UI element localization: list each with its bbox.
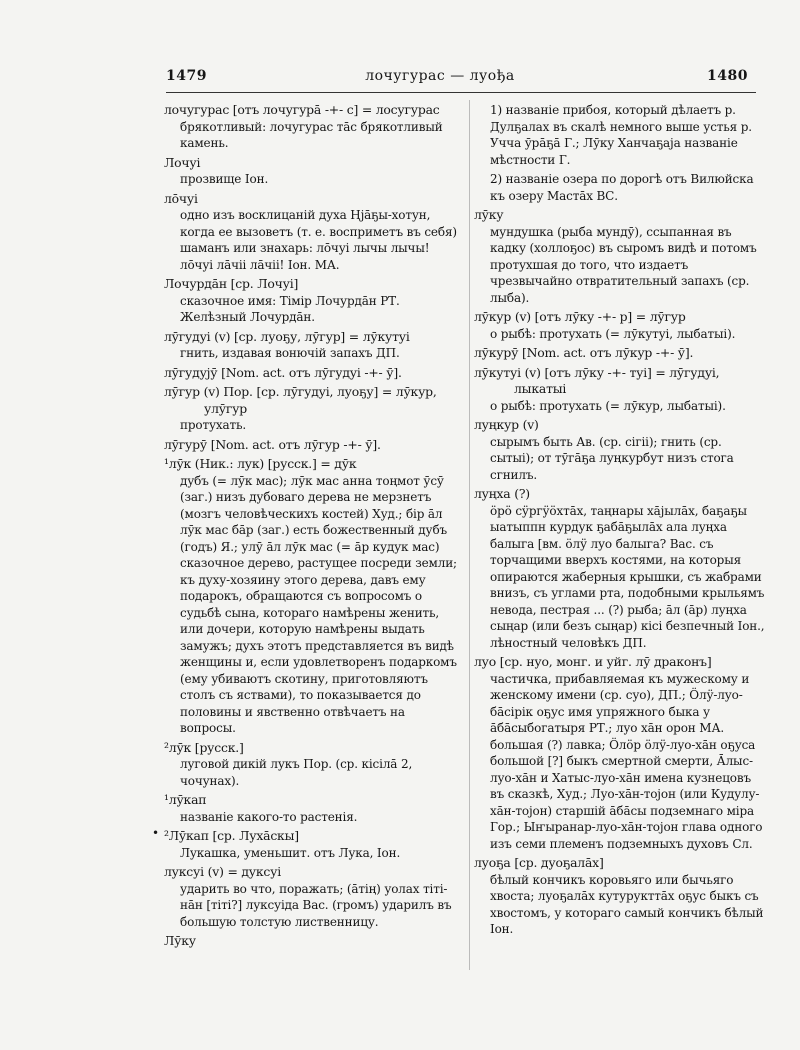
entry-lugur xyxy=(164,384,464,434)
entry-luguru xyxy=(164,437,464,454)
entry-headword: луңха (?) xyxy=(474,486,530,501)
entry-lukap-2 xyxy=(164,828,464,861)
entry-headword: Лочурда̄н [ср. Лочуі] xyxy=(164,276,299,291)
entry-headword: лӯкутуі (v) [отъ лӯку -+- туі] = лӯгудуі, лыкатыі xyxy=(474,364,720,396)
header-rule xyxy=(166,92,756,93)
entry-definition: о рыбѣ: протухать (= лӯкутуі, лыбатыі). xyxy=(490,326,736,341)
entry-lochui xyxy=(164,191,464,274)
entry-headword: луңкур (v) xyxy=(474,417,539,432)
entry-lukuru xyxy=(474,345,766,362)
entry-lugudui xyxy=(164,329,464,362)
entry-headword: лōчуі xyxy=(164,190,198,206)
entry-definition: Лукашка, уменьшит. отъ Лука, Іон. xyxy=(180,845,401,860)
entry-headword: лӯкурӯ [Nom. act. отъ лӯкур -+- ӯ]. xyxy=(474,345,694,360)
entry-lunkha xyxy=(474,486,766,651)
entry-headword: лӯгурӯ [Nom. act. отъ лӯгур -+- ӯ]. xyxy=(164,436,381,452)
entry-headword: лочугурас [отъ лочугура̄ -+- с] = лосугурас xyxy=(164,102,440,117)
entry-definition: ӧрӧ сӱргӱӧхта̄х, таңнары ха̄јыла̄х, баҕаҕы ыатыппн курдук ҕаба̄ҕыла̄х ала луңха балыга [вм. ӧлӱ луо балыга? Вас. съ торчащими вверхъ костями, на которыя опираются жаберныя крышки, съ жабрами внизъ, съ углами рта, подобными крыльямъ невода, пестрая ... (?) рыба; а̄л (а̄р) луңха сыңар (или безъ сыңар) кісі безпечный Іон., лѣностный человѣкъ ДП. xyxy=(490,503,765,650)
entry-headword: ¹лӯкап xyxy=(164,792,207,807)
page-number-left: 1479 xyxy=(166,68,207,84)
entry-lochugurас xyxy=(164,102,464,152)
entry-luku-place xyxy=(164,933,464,950)
entry-headword: Лӯку xyxy=(164,933,196,948)
entry-lunkur xyxy=(474,417,766,483)
entry-lukutui xyxy=(474,365,766,415)
entry-headword: ²лӯк [русск.] xyxy=(164,739,244,755)
entry-luoga xyxy=(474,855,766,938)
entry-lochui-name xyxy=(164,155,464,188)
entry-definition: протухать. xyxy=(180,418,247,432)
entry-lochurdan xyxy=(164,276,464,326)
page-number-right: 1480 xyxy=(707,68,748,84)
entry-definition: названіе какого-то растенія. xyxy=(180,809,358,824)
right-column xyxy=(474,102,766,941)
entry-headword: лӯкур (v) [отъ лӯку -+- р] = лӯгур xyxy=(474,309,686,324)
margin-mark: • xyxy=(152,826,160,840)
entry-lukur xyxy=(474,309,766,342)
running-head: лочугурас — луођа xyxy=(365,68,515,84)
entry-headword: луксуі (v) = дуксуі xyxy=(164,864,282,879)
entry-headword: ²Лӯкап [ср. Луха̄скы] xyxy=(164,828,299,843)
entry-luk-2 xyxy=(164,740,464,790)
entry-definition: одно изъ восклицаній духа Ңја̄ҕы-хотун, когда ее вызоветъ (т. е. восприметъ въ себя) шаманъ или знахарь: лōчуі лычы лычы! лōчуі ла̄чіі ла̄чіі! Іон. МА. xyxy=(180,208,457,272)
column-divider xyxy=(469,100,470,970)
entry-luku xyxy=(474,207,766,306)
entry-definition: сырымъ быть Ав. (ср. сігіі); гнить (ср. сытыі); от тӯга̄ҕа луңкурбут низъ стога сгнилъ. xyxy=(490,434,734,482)
entry-definition: 2) названіе озера по дорогѣ отъ Вилюйска къ озеру Маста̄х ВС. xyxy=(490,172,754,203)
entry-headword: луоҕа [ср. дуоҕала̄х] xyxy=(474,855,604,870)
entry-definition: дубъ (= лӯк мас); лӯк мас анна тоңмот ӯсӯ (заг.) низъ дубоваго дерева не мерзнетъ (мозгъ человѣческихъ костей) Худ.; бір а̄л лӯк мас ба̄р (заг.) есть божественный дубъ (годъ) Я.; улӯ а̄л лӯк мас (= а̄р кудук мас) сказочное дерево, растущее посреди земли; къ духу-хозяину этого дерева, давъ ему подарокъ, обращаются съ вопросомъ о судьбѣ сына, котораго намѣрены женить, или дочери, которую намѣрены выдать замужъ; духъ этотъ представляется въ видѣ женщины и, если удовлетворенъ подаркомъ (ему убиваютъ скотину, приготовляютъ столъ съ яствами), то показывается до половины и явственно отвѣчаетъ на вопросы. xyxy=(180,473,457,735)
left-column xyxy=(164,102,464,953)
entry-definition: ударить во что, поражать; (а̄тің) уолах тіті- на̄н [тіті?] луксуіда Вас. (громъ) ударилъ въ большую толстую лиственницу. xyxy=(180,881,452,929)
entry-definition: 1) названіе прибоя, который дѣлаетъ р. Дулҕалах въ скалѣ немного выше устья р. Учча ӯра̄ҕа̄ Г.; Лӯку Ханчаҕајa названіе мѣстности Г. xyxy=(490,103,752,167)
entry-luk-1 xyxy=(164,456,464,737)
entry-luguduyu xyxy=(164,365,464,382)
entry-luo xyxy=(474,654,766,852)
entry-lukap-1 xyxy=(164,792,464,825)
entry-headword: лӯгур (v) Пор. [ср. лӯгудуі, луоҕу] = лӯкур, улӯгур xyxy=(164,384,437,416)
entry-definition: гнить, издавая вонючій запахъ ДП. xyxy=(180,346,400,360)
entry-headword: луо [ср. нуо, монг. и уйг. лӯ драконъ] xyxy=(474,654,712,669)
entry-definition: о рыбѣ: протухать (= лӯкур, лыбатыі). xyxy=(490,398,726,413)
entry-definition: сказочное имя: Тімір Лочурда̄н РТ. Желѣзный Лочурда̄н. xyxy=(180,293,400,324)
entry-luksui xyxy=(164,864,464,930)
entry-definition: прозвище Іон. xyxy=(180,172,269,186)
entry-headword: лӯку xyxy=(474,207,504,222)
entry-definition: луговой дикій лукъ Пор. (ср. кісіла̄ 2, чочунах). xyxy=(180,757,413,788)
entry-definition: бѣлый кончикъ коровьяго или бычьяго хвоста; луоҕала̄х кутуруктта̄х оҕус быкъ съ хвостомъ, у котораго самый кончикъ бѣлый Іон. xyxy=(490,872,764,936)
entry-luku-sense-2 xyxy=(474,171,766,204)
entry-headword: Лочуі xyxy=(164,154,201,170)
entry-definition: брякотливый: лочугурас та̄с брякотливый камень. xyxy=(180,119,443,150)
entry-headword: ¹лӯк (Ник.: лук) [русск.] = дӯк xyxy=(164,456,357,471)
entry-luku-sense-1 xyxy=(474,102,766,168)
entry-headword: лӯгудујӯ [Nom. act. отъ лӯгудуі -+- ӯ]. xyxy=(164,364,402,380)
entry-definition: мундушка (рыба мундӯ), ссыпанная въ кадку (холлоҕос) въ сыромъ видѣ и потомъ протухшая до того, что издаетъ чрезвычайно отвратительный запахъ (ср. лыба). xyxy=(490,224,757,305)
entry-headword: лӯгудуі (v) [ср. луоҕу, лӯгур] = лӯкутуі xyxy=(164,328,410,344)
entry-definition: частичка, прибавляемая къ мужескому и женскому имени (ср. суо), ДП.; Ӧлӱ-луо-ба̄сірік оҕус имя упряжного быка у а̄ба̄сыбогатыря РТ.; луо ха̄н орон МА. большая (?) лавка; Ӧлӧр ӧлӱ-луо-ха̄н оҕуса большой [?] быкъ смертной смерти, А̄лыс-луо-ха̄н и Хатыс-луо-ха̄н имена кузнецовъ въ сказкѣ, Худ.; Луо-ха̄н-тојон (или Кудулу-ха̄н-тојон) старшій а̄ба̄сы подземнаго міра Гор.; Ыҥыранар-луо-ха̄н-тојон глава одного изъ семи племенъ подземныхъ духовъ Сл. xyxy=(490,671,763,851)
